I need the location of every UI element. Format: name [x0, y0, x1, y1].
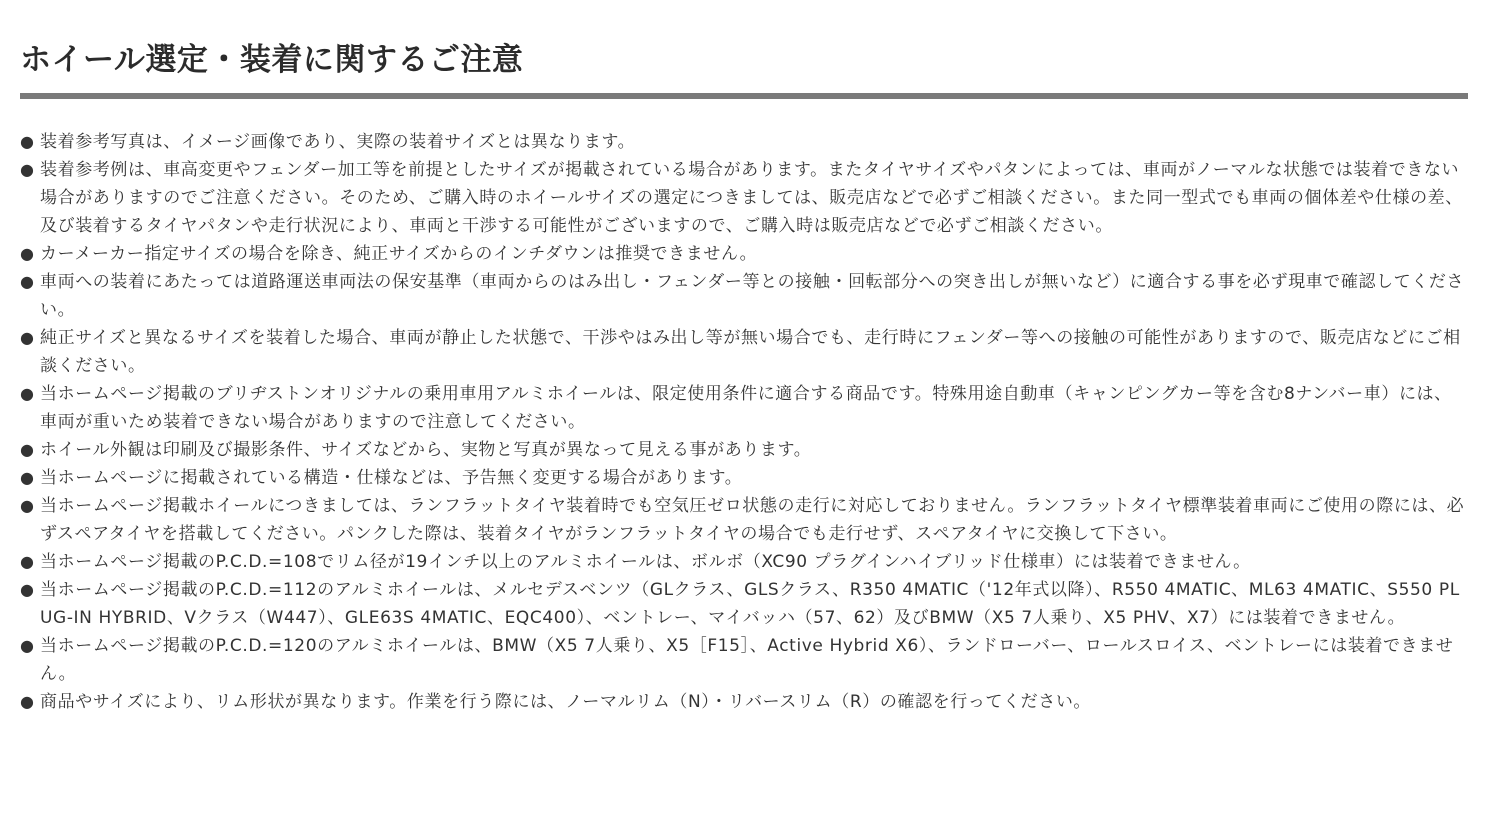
bullet-icon: ● — [20, 384, 34, 403]
page-title: ホイール選定・装着に関するご注意 — [20, 42, 524, 78]
notice-text: 当ホームページ掲載のP.C.D.=112のアルミホイールは、メルセデスベンツ（GLクラス、GLSクラス、R350 4MATIC（'12年式以降）、R550 4MATIC、ML63 4MATIC、S550 PLUG-IN HYBRID、Vクラス（W447）、GLE63S 4MATIC、EQC400）、ベントレー、マイバッハ（57、62）及びBMW（X5 7人乗り、X5 PHV、X7）には装着できません。 — [40, 580, 1460, 628]
notice-item — [20, 380, 1468, 436]
notice-item — [20, 688, 1468, 716]
bullet-icon: ● — [20, 580, 34, 599]
bullet-icon: ● — [20, 272, 34, 291]
bullet-icon: ● — [20, 636, 34, 655]
notice-item — [20, 240, 1468, 268]
notice-item — [20, 492, 1468, 548]
notice-item — [20, 436, 1468, 464]
notice-item — [20, 128, 1468, 156]
notice-item — [20, 632, 1468, 688]
notice-item — [20, 548, 1468, 576]
notice-text: 車両への装着にあたっては道路運送車両法の保安基準（車両からのはみ出し・フェンダー等との接触・回転部分への突き出しが無いなど）に適合する事を必ず現車で確認してください。 — [40, 272, 1465, 320]
bullet-icon: ● — [20, 496, 34, 515]
notice-text: 装着参考例は、車高変更やフェンダー加工等を前提としたサイズが掲載されている場合があります。またタイヤサイズやパタンによっては、車両がノーマルな状態では装着できない場合がありますのでご注意ください。そのため、ご購入時のホイールサイズの選定につきましては、販売店などで必ずご相談ください。また同一型式でも車両の個体差や仕様の差、及び装着するタイヤパタンや走行状況により、車両と干渉する可能性がございますので、ご購入時は販売店などで必ずご相談ください。 — [40, 160, 1463, 236]
notice-item — [20, 324, 1468, 380]
notice-text: ホイール外観は印刷及び撮影条件、サイズなどから、実物と写真が異なって見える事があります。 — [40, 440, 812, 460]
notice-text: 商品やサイズにより、リム形状が異なります。作業を行う際には、ノーマルリム（N）・リバースリム（R）の確認を行ってください。 — [40, 692, 1092, 712]
notice-item — [20, 156, 1468, 240]
notice-text: 当ホームページ掲載のブリヂストンオリジナルの乗用車用アルミホイールは、限定使用条件に適合する商品です。特殊用途自動車（キャンピングカー等を含む8ナンバー車）には、車両が重いため装着できない場合がありますので注意してください。 — [40, 384, 1452, 432]
notice-item — [20, 576, 1468, 632]
title-divider — [20, 93, 1468, 99]
notice-text: 当ホームページに掲載されている構造・仕様などは、予告無く変更する場合があります。 — [40, 468, 743, 488]
notice-item — [20, 464, 1468, 492]
bullet-icon: ● — [20, 552, 34, 571]
bullet-icon: ● — [20, 468, 34, 487]
notice-text: 装着参考写真は、イメージ画像であり、実際の装着サイズとは異なります。 — [40, 132, 636, 152]
notice-text: 当ホームページ掲載のP.C.D.=108でリム径が19インチ以上のアルミホイールは、ボルボ（XC90 プラグインハイブリッド仕様車）には装着できません。 — [40, 552, 1251, 572]
notice-item — [20, 268, 1468, 324]
bullet-icon: ● — [20, 440, 34, 459]
bullet-icon: ● — [20, 328, 34, 347]
bullet-icon: ● — [20, 244, 34, 263]
notice-text: 当ホームページ掲載ホイールにつきましては、ランフラットタイヤ装着時でも空気圧ゼロ状態の走行に対応しておりません。ランフラットタイヤ標準装着車両にご使用の際には、必ずスペアタイヤを搭載してください。パンクした際は、装着タイヤがランフラットタイヤの場合でも走行せず、スペアタイヤに交換して下さい。 — [40, 496, 1465, 544]
notice-list — [20, 128, 1468, 716]
bullet-icon: ● — [20, 132, 34, 151]
notice-text: カーメーカー指定サイズの場合を除き、純正サイズからのインチダウンは推奨できません。 — [40, 244, 758, 264]
notice-text: 当ホームページ掲載のP.C.D.=120のアルミホイールは、BMW（X5 7人乗り、X5［F15］、Active Hybrid X6）、ランドローバー、ロールスロイス、ベントレーには装着できません。 — [40, 636, 1454, 684]
notice-text: 純正サイズと異なるサイズを装着した場合、車両が静止した状態で、干渉やはみ出し等が無い場合でも、走行時にフェンダー等への接触の可能性がありますので、販売店などにご相談ください。 — [40, 328, 1461, 376]
bullet-icon: ● — [20, 692, 34, 711]
bullet-icon: ● — [20, 160, 34, 179]
